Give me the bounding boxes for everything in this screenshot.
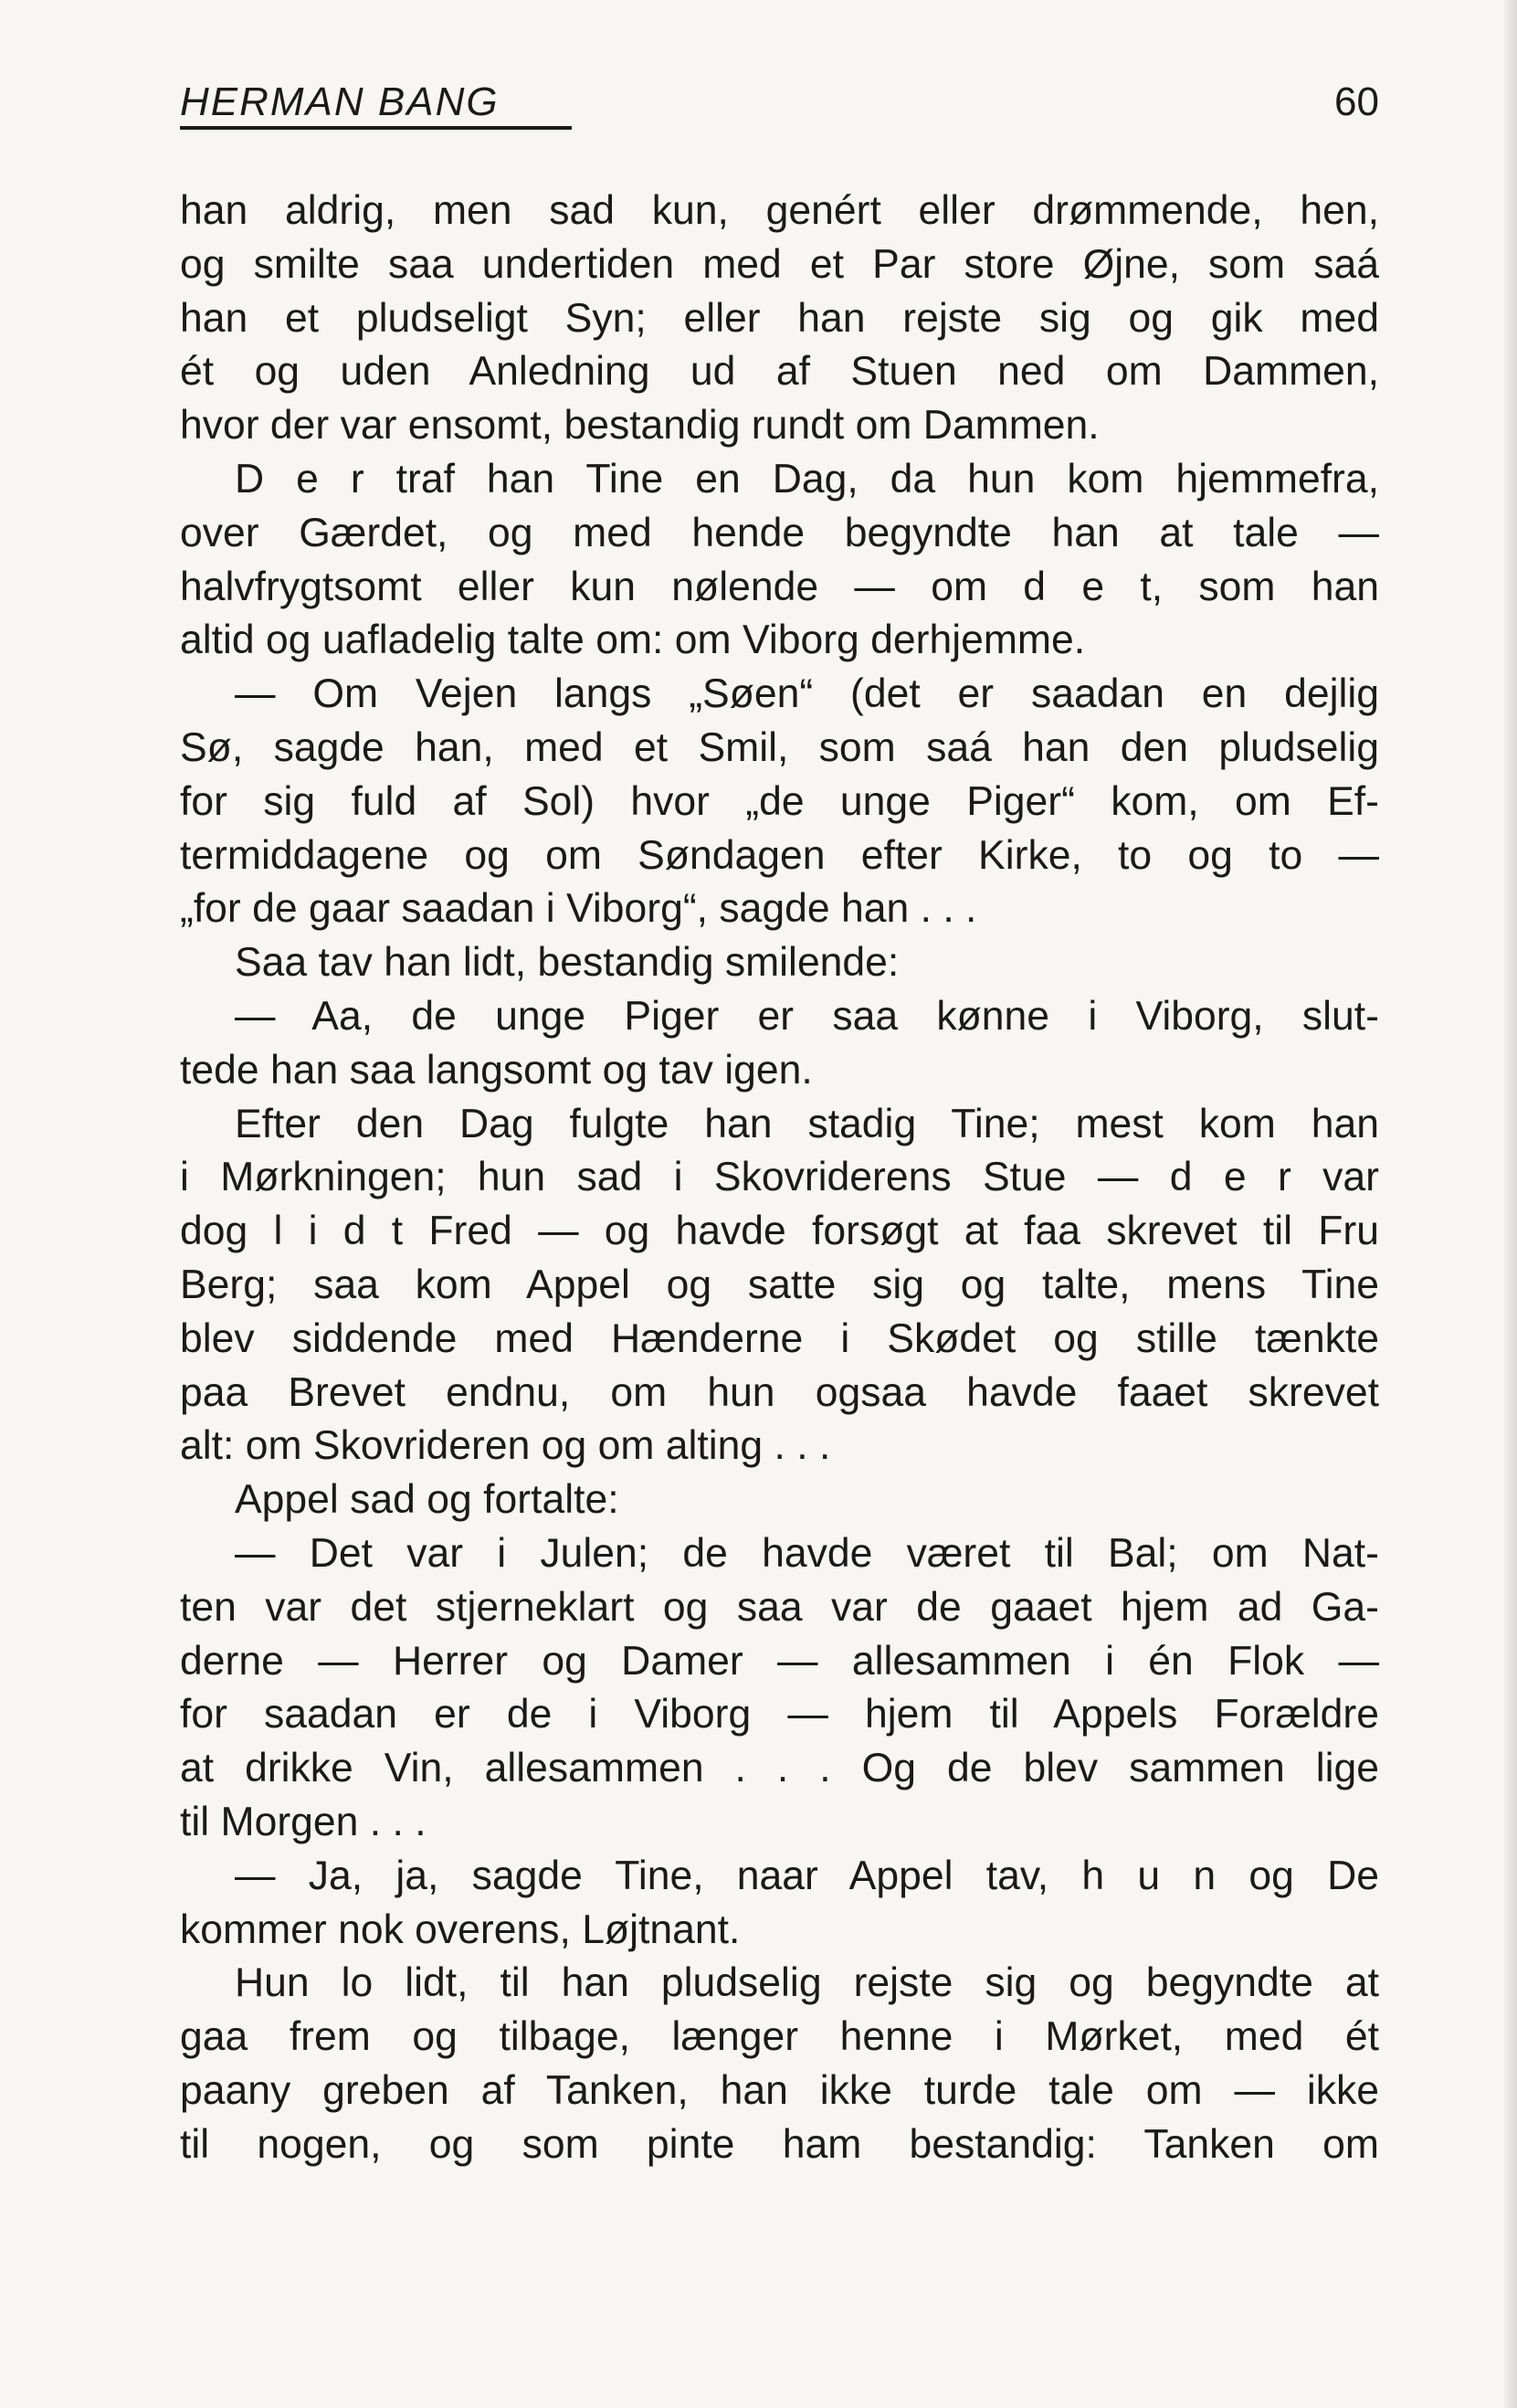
text-line: — Det var i Julen; de havde været til Bal; om Nat- <box>235 1530 1379 1576</box>
text-line: tede han saa langsomt og tav igen. <box>180 1047 813 1093</box>
text-line: blev siddende med Hænderne i Skødet og stille tænkte <box>180 1315 1379 1361</box>
text-line: Saa tav han lidt, bestandig smilende: <box>235 940 900 986</box>
text-line: Appel sad og fortalte: <box>235 1477 619 1523</box>
page-number: 60 <box>1334 79 1379 124</box>
text-line: Hun lo lidt, til han pludselig rejste sig og begyndte at <box>235 1960 1379 2006</box>
text-line: for saadan er de i Viborg — hjem til Appels Forældre <box>180 1692 1379 1737</box>
text-line: paany greben af Tanken, han ikke turde tale om — ikke <box>180 2067 1379 2113</box>
text-line: halvfrygtsomt eller kun nølende — om d e t, som han <box>180 564 1379 609</box>
text-line: ét og uden Anledning ud af Stuen ned om Dammen, <box>180 349 1379 395</box>
text-line: i Mørkningen; hun sad i Skovriderens Stue — d e r var <box>180 1155 1379 1200</box>
text-line: gaa frem og tilbage, længer henne i Mørket, med ét <box>180 2014 1379 2060</box>
running-head-author: HERMAN BANG <box>180 79 500 124</box>
text-line: alt: om Skovrideren og om alting . . . <box>180 1423 831 1469</box>
text-line: Berg; saa kom Appel og satte sig og talte, mens Tine <box>180 1262 1379 1307</box>
text-line: dog l i d t Fred — og havde forsøgt at faa skrevet til Fru <box>180 1209 1379 1254</box>
text-line: over Gærdet, og med hende begyndte han at tale — <box>180 510 1379 555</box>
text-line: og smilte saa undertiden med et Par store Øjne, som saá <box>180 241 1379 287</box>
body-text <box>180 185 1379 2171</box>
text-line: D e r traf han Tine en Dag, da hun kom hjemmefra, <box>235 456 1379 502</box>
header-underline <box>180 126 572 130</box>
text-line: til Morgen . . . <box>180 1799 427 1844</box>
text-line: — Ja, ja, sagde Tine, naar Appel tav, h u n og De <box>235 1853 1379 1898</box>
text-line: han et pludseligt Syn; eller han rejste sig og gik med <box>180 295 1379 341</box>
page-header <box>180 77 1379 132</box>
text-line: han aldrig, men sad kun, genért eller drømmende, hen, <box>180 188 1379 233</box>
text-line: termiddagene og om Søndagen efter Kirke, to og to — <box>180 832 1379 878</box>
text-line: — Aa, de unge Piger er saa kønne i Viborg, slut- <box>235 993 1379 1039</box>
text-line: „for de gaar saadan i Viborg“, sagde han . . . <box>180 886 977 932</box>
text-line: for sig fuld af Sol) hvor „de unge Piger“ kom, om Ef- <box>180 778 1379 824</box>
text-line: hvor der var ensomt, bestandig rundt om Dammen. <box>180 403 1100 449</box>
text-line: Sø, sagde han, med et Smil, som saá han den pludselig <box>180 724 1379 770</box>
text-line: — Om Vejen langs „Søen“ (det er saadan en dejlig <box>235 671 1379 717</box>
text-line: kommer nok overens, Løjtnant. <box>180 1906 741 1952</box>
text-line: at drikke Vin, allesammen . . . Og de blev sammen lige <box>180 1746 1379 1791</box>
page-edge-shadow <box>1504 0 1517 2408</box>
text-line: paa Brevet endnu, om hun ogsaa havde faaet skrevet <box>180 1369 1379 1415</box>
text-line: Efter den Dag fulgte han stadig Tine; mest kom han <box>235 1101 1379 1146</box>
text-line: derne — Herrer og Damer — allesammen i én Flok — <box>180 1638 1379 1684</box>
text-line: altid og uafladelig talte om: om Viborg derhjemme. <box>180 618 1086 663</box>
text-line: ten var det stjerneklart og saa var de gaaet hjem ad Ga- <box>180 1584 1379 1630</box>
text-line: til nogen, og som pinte ham bestandig: Tanken om <box>180 2121 1379 2167</box>
